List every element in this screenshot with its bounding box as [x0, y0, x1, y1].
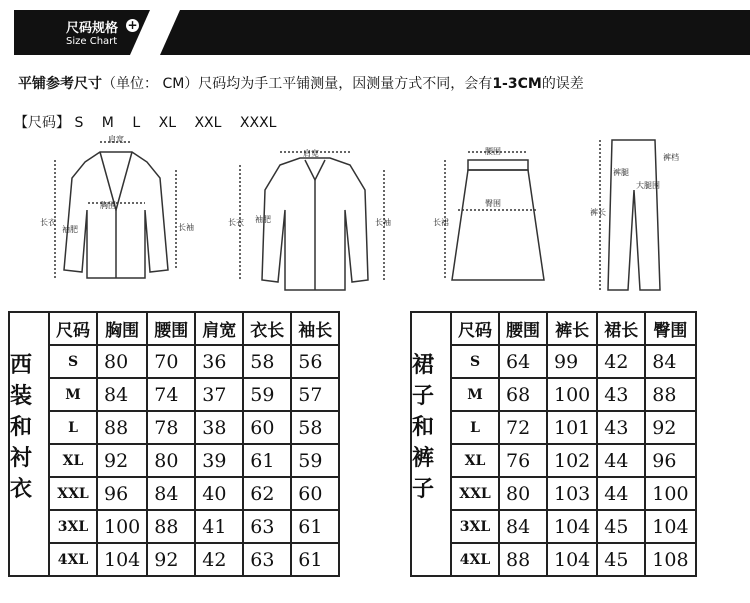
measurement-note [18, 73, 584, 93]
size-list-label: 【尺码】 [14, 115, 70, 131]
table-row [411, 378, 696, 411]
size-option: XXXL [239, 115, 277, 131]
size-option: L [132, 115, 141, 131]
table-row [9, 444, 339, 477]
note-label: 平铺参考尺寸 [18, 76, 102, 92]
value-cell: 96 [97, 477, 147, 510]
pants-diagram [600, 140, 660, 290]
value-cell: 84 [645, 345, 695, 378]
value-cell: 84 [97, 378, 147, 411]
category-char: 子 [411, 383, 434, 409]
category-char: 裙 [411, 352, 434, 378]
value-cell: 100 [97, 510, 147, 543]
value-cell: 88 [645, 378, 695, 411]
value-cell: 45 [597, 510, 645, 543]
skirt-hip-label: 臀围 [485, 199, 501, 208]
value-cell: 104 [547, 510, 597, 543]
value-cell: 59 [291, 444, 339, 477]
pants-length-label: 裤长 [590, 208, 606, 217]
value-cell: 78 [147, 411, 195, 444]
value-cell: 104 [97, 543, 147, 576]
value-cell: 44 [597, 477, 645, 510]
value-cell: 61 [291, 510, 339, 543]
table-header: 衣长 [243, 312, 291, 345]
table-header-row [9, 312, 339, 345]
plus-circle-icon: + [127, 18, 138, 32]
value-cell: 58 [291, 411, 339, 444]
table-row [9, 510, 339, 543]
jacket-chest-label: 胸围 [100, 201, 116, 210]
size-cell: M [451, 378, 499, 411]
value-cell: 100 [547, 378, 597, 411]
value-cell: 76 [499, 444, 547, 477]
table-header: 裤长 [547, 312, 597, 345]
value-cell: 64 [499, 345, 547, 378]
size-cell: 4XL [49, 543, 97, 576]
value-cell: 42 [195, 543, 243, 576]
table-row [9, 411, 339, 444]
value-cell: 72 [499, 411, 547, 444]
value-cell: 60 [243, 411, 291, 444]
value-cell: 88 [97, 411, 147, 444]
size-option: XL [158, 115, 176, 131]
value-cell: 74 [147, 378, 195, 411]
size-cell: S [451, 345, 499, 378]
category-char: 和 [411, 414, 434, 440]
table-header: 胸围 [97, 312, 147, 345]
blouse-length-label: 长衣 [228, 218, 244, 227]
value-cell: 96 [645, 444, 695, 477]
pants-hip-label: 大腿围 [636, 181, 660, 190]
size-cell: M [49, 378, 97, 411]
value-cell: 108 [645, 543, 695, 576]
skirt-diagram [445, 152, 544, 280]
value-cell: 88 [499, 543, 547, 576]
category-char: 西 [9, 352, 32, 378]
skirt-length-label: 长裙 [433, 218, 449, 227]
value-cell: 92 [147, 543, 195, 576]
value-cell: 99 [547, 345, 597, 378]
table-row [411, 477, 696, 510]
value-cell: 92 [97, 444, 147, 477]
value-cell: 60 [291, 477, 339, 510]
table-header-row [411, 312, 696, 345]
note-range: 1-3CM [492, 76, 542, 92]
jacket-sleeve-width-label: 袖肥 [62, 225, 78, 234]
value-cell: 37 [195, 378, 243, 411]
size-chart-header [0, 0, 750, 55]
value-cell: 63 [243, 510, 291, 543]
table-header: 尺码 [49, 312, 97, 345]
value-cell: 57 [291, 378, 339, 411]
jacket-length-label: 长衣 [40, 218, 56, 227]
category-char: 衣 [9, 476, 32, 502]
size-cell: XL [451, 444, 499, 477]
category-char: 裤 [411, 445, 434, 471]
note-text: （单位： CM）尺码均为手工平铺测量，因测量方式不同，会有 [102, 76, 493, 92]
value-cell: 61 [291, 543, 339, 576]
tops-size-table [8, 311, 340, 577]
garment-diagrams [0, 130, 750, 305]
blouse-sleeve-width-label: 袖肥 [255, 215, 271, 224]
table-row [9, 378, 339, 411]
bottoms-size-table [410, 311, 697, 577]
value-cell: 44 [597, 444, 645, 477]
value-cell: 45 [597, 543, 645, 576]
value-cell: 104 [547, 543, 597, 576]
table-header: 腰围 [499, 312, 547, 345]
value-cell: 38 [195, 411, 243, 444]
jacket-sleeve-length-label: 长袖 [178, 223, 194, 232]
table-header: 臀围 [645, 312, 695, 345]
note-tail: 的误差 [541, 76, 584, 92]
bottoms-category-label [410, 350, 436, 505]
table-row [9, 477, 339, 510]
value-cell: 59 [243, 378, 291, 411]
size-cell: XXL [451, 477, 499, 510]
value-cell: 88 [147, 510, 195, 543]
pants-thigh-label: 裤腿 [613, 168, 629, 177]
category-char: 衬 [9, 445, 32, 471]
skirt-waist-label: 腰围 [485, 147, 501, 156]
value-cell: 68 [499, 378, 547, 411]
table-row [411, 543, 696, 576]
value-cell: 61 [243, 444, 291, 477]
category-char: 和 [9, 414, 32, 440]
table-row [9, 345, 339, 378]
value-cell: 63 [243, 543, 291, 576]
tops-category-label [8, 350, 34, 505]
value-cell: 103 [547, 477, 597, 510]
size-cell: 3XL [49, 510, 97, 543]
blouse-sleeve-length-label: 长袖 [375, 218, 391, 227]
pants-crotch-label: 裤档 [663, 153, 679, 162]
value-cell: 41 [195, 510, 243, 543]
value-cell: 101 [547, 411, 597, 444]
table-corner [9, 312, 49, 345]
value-cell: 43 [597, 411, 645, 444]
table-row [411, 345, 696, 378]
size-cell: 4XL [451, 543, 499, 576]
value-cell: 84 [147, 477, 195, 510]
value-cell: 62 [243, 477, 291, 510]
value-cell: 92 [645, 411, 695, 444]
size-cell: L [451, 411, 499, 444]
value-cell: 39 [195, 444, 243, 477]
table-row [411, 510, 696, 543]
table-header: 尺码 [451, 312, 499, 345]
table-header: 裙长 [597, 312, 645, 345]
size-cell: L [49, 411, 97, 444]
value-cell: 56 [291, 345, 339, 378]
value-cell: 40 [195, 477, 243, 510]
value-cell: 42 [597, 345, 645, 378]
table-row [411, 411, 696, 444]
value-cell: 43 [597, 378, 645, 411]
header-title: 尺码规格 [66, 21, 119, 36]
value-cell: 80 [147, 444, 195, 477]
value-cell: 104 [645, 510, 695, 543]
value-cell: 36 [195, 345, 243, 378]
size-option: M [101, 115, 114, 131]
size-cell: XL [49, 444, 97, 477]
jacket-diagram [55, 142, 176, 278]
value-cell: 80 [97, 345, 147, 378]
table-header: 腰围 [147, 312, 195, 345]
table-row [411, 444, 696, 477]
size-option: S [74, 115, 84, 131]
value-cell: 102 [547, 444, 597, 477]
value-cell: 58 [243, 345, 291, 378]
table-header: 袖长 [291, 312, 339, 345]
table-header: 肩宽 [195, 312, 243, 345]
size-cell: 3XL [451, 510, 499, 543]
jacket-shoulder-label: 肩宽 [108, 135, 124, 144]
category-char: 子 [411, 476, 434, 502]
header-subtitle: Size Chart [66, 36, 118, 47]
value-cell: 70 [147, 345, 195, 378]
value-cell: 100 [645, 477, 695, 510]
value-cell: 80 [499, 477, 547, 510]
size-option: XXL [194, 115, 222, 131]
value-cell: 84 [499, 510, 547, 543]
blouse-shoulder-label: 肩宽 [303, 149, 319, 158]
table-row [9, 543, 339, 576]
size-cell: S [49, 345, 97, 378]
size-list [14, 112, 290, 132]
size-cell: XXL [49, 477, 97, 510]
table-corner [411, 312, 451, 345]
category-char: 装 [9, 383, 32, 409]
